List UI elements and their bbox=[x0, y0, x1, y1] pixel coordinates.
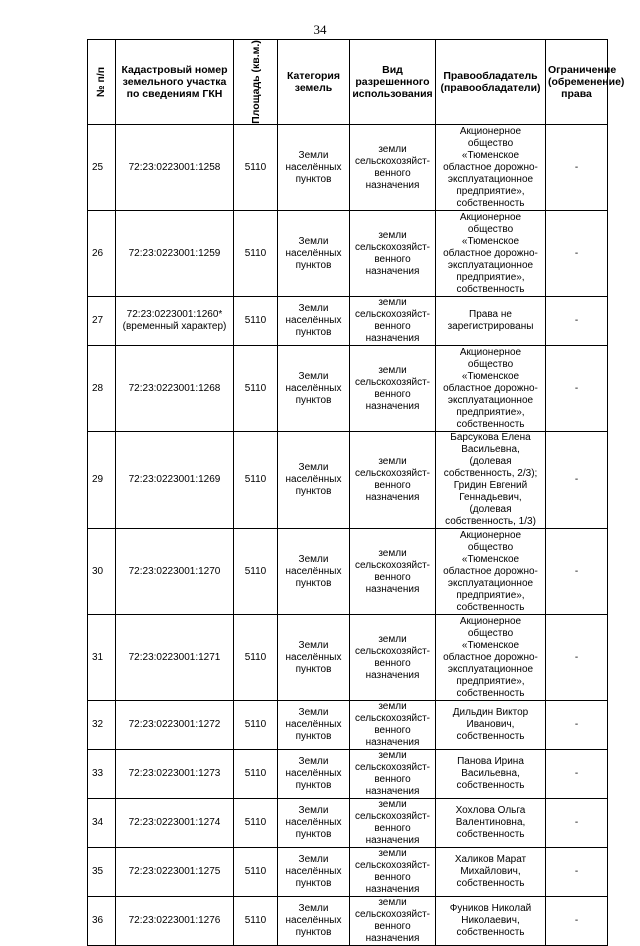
cell-category: Земли населённых пунктов bbox=[278, 848, 350, 897]
cell-use: земли сельскохозяйст-венного назначения bbox=[350, 346, 436, 432]
header-area bbox=[234, 40, 278, 125]
cell-area: 5110 bbox=[234, 750, 278, 799]
header-holder: Правообладатель (правообладатели) bbox=[436, 40, 546, 125]
cell-category: Земли населённых пунктов bbox=[278, 125, 350, 211]
cell-holder: Акционерное общество «Тюменское областное дорожно-эксплуатационное предприятие», собственность bbox=[436, 529, 546, 615]
header-row bbox=[88, 40, 608, 125]
table-row bbox=[88, 432, 608, 529]
page-number: 34 bbox=[313, 22, 327, 37]
table-row bbox=[88, 615, 608, 701]
cell-use: земли сельскохозяйст-венного назначения bbox=[350, 432, 436, 529]
table-row bbox=[88, 529, 608, 615]
cell-num: 26 bbox=[88, 211, 116, 297]
cell-cadastral: 72:23:0223001:1258 bbox=[116, 125, 234, 211]
cell-use: земли сельскохозяйст-венного назначения bbox=[350, 615, 436, 701]
cell-category: Земли населённых пунктов bbox=[278, 211, 350, 297]
cell-category: Земли населённых пунктов bbox=[278, 432, 350, 529]
table-row bbox=[88, 211, 608, 297]
cell-area: 5110 bbox=[234, 125, 278, 211]
cell-num: 32 bbox=[88, 701, 116, 750]
cell-restriction: - bbox=[546, 125, 608, 211]
cell-num: 36 bbox=[88, 897, 116, 946]
cell-restriction: - bbox=[546, 346, 608, 432]
cell-use: земли сельскохозяйст-венного назначения bbox=[350, 529, 436, 615]
header-restriction: Ограничение (обременение) права bbox=[546, 40, 608, 125]
cell-category: Земли населённых пунктов bbox=[278, 297, 350, 346]
cell-restriction: - bbox=[546, 211, 608, 297]
cell-num: 35 bbox=[88, 848, 116, 897]
cell-category: Земли населённых пунктов bbox=[278, 750, 350, 799]
cell-cadastral: 72:23:0223001:1268 bbox=[116, 346, 234, 432]
cell-cadastral: 72:23:0223001:1270 bbox=[116, 529, 234, 615]
cell-area: 5110 bbox=[234, 615, 278, 701]
cell-area: 5110 bbox=[234, 897, 278, 946]
cell-restriction: - bbox=[546, 848, 608, 897]
cell-cadastral: 72:23:0223001:1274 bbox=[116, 799, 234, 848]
cell-use: земли сельскохозяйст-венного назначения bbox=[350, 848, 436, 897]
header-num bbox=[88, 40, 116, 125]
cell-area: 5110 bbox=[234, 701, 278, 750]
cell-cadastral: 72:23:0223001:1272 bbox=[116, 701, 234, 750]
header-use: Вид разрешенного использования bbox=[350, 40, 436, 125]
cell-restriction: - bbox=[546, 432, 608, 529]
cell-cadastral: 72:23:0223001:1259 bbox=[116, 211, 234, 297]
cell-use: земли сельскохозяйст-венного назначения bbox=[350, 799, 436, 848]
table-row bbox=[88, 750, 608, 799]
cell-area: 5110 bbox=[234, 297, 278, 346]
cell-holder: Акционерное общество «Тюменское областное дорожно-эксплуатационное предприятие», собственность bbox=[436, 211, 546, 297]
cell-cadastral: 72:23:0223001:1275 bbox=[116, 848, 234, 897]
table-row bbox=[88, 897, 608, 946]
cell-num: 25 bbox=[88, 125, 116, 211]
header-num-label: № п/п bbox=[95, 66, 108, 98]
cell-area: 5110 bbox=[234, 529, 278, 615]
cell-holder: Дильдин Виктор Иванович, собственность bbox=[436, 701, 546, 750]
header-area-label: Площадь (кв.м.) bbox=[249, 40, 262, 124]
cell-holder: Барсукова Елена Васильевна, (долевая собственность, 2/3); Гридин Евгений Геннадьевич, (долевая собственность, 1/3) bbox=[436, 432, 546, 529]
table-row bbox=[88, 848, 608, 897]
table-body bbox=[88, 125, 608, 946]
cell-use: земли сельскохозяйст-венного назначения bbox=[350, 211, 436, 297]
cell-cadastral: 72:23:0223001:1276 bbox=[116, 897, 234, 946]
cell-holder: Акционерное общество «Тюменское областное дорожно-эксплуатационное предприятие», собственность bbox=[436, 346, 546, 432]
cell-use: земли сельскохозяйст-венного назначения bbox=[350, 125, 436, 211]
cell-use: земли сельскохозяйст-венного назначения bbox=[350, 750, 436, 799]
cell-restriction: - bbox=[546, 701, 608, 750]
header-category: Категория земель bbox=[278, 40, 350, 125]
cell-holder: Права не зарегистрированы bbox=[436, 297, 546, 346]
table-row bbox=[88, 799, 608, 848]
cell-num: 31 bbox=[88, 615, 116, 701]
cell-restriction: - bbox=[546, 615, 608, 701]
cell-holder: Панова Ирина Васильевна, собственность bbox=[436, 750, 546, 799]
cell-num: 34 bbox=[88, 799, 116, 848]
cell-num: 29 bbox=[88, 432, 116, 529]
cell-cadastral: 72:23:0223001:1271 bbox=[116, 615, 234, 701]
cell-restriction: - bbox=[546, 750, 608, 799]
cell-area: 5110 bbox=[234, 848, 278, 897]
cell-restriction: - bbox=[546, 799, 608, 848]
cell-category: Земли населённых пунктов bbox=[278, 529, 350, 615]
cell-use: земли сельскохозяйст-венного назначения bbox=[350, 297, 436, 346]
cell-cadastral: 72:23:0223001:1269 bbox=[116, 432, 234, 529]
table-row bbox=[88, 346, 608, 432]
cell-cadastral: 72:23:0223001:1260* (временный характер) bbox=[116, 297, 234, 346]
cell-use: земли сельскохозяйст-венного назначения bbox=[350, 701, 436, 750]
cell-restriction: - bbox=[546, 297, 608, 346]
land-register-table bbox=[87, 39, 625, 946]
table-row bbox=[88, 701, 608, 750]
cell-num: 33 bbox=[88, 750, 116, 799]
table-row bbox=[88, 297, 608, 346]
cell-holder: Хохлова Ольга Валентиновна, собственность bbox=[436, 799, 546, 848]
cell-num: 27 bbox=[88, 297, 116, 346]
cell-category: Земли населённых пунктов bbox=[278, 701, 350, 750]
cell-num: 30 bbox=[88, 529, 116, 615]
header-cadastral: Кадастровый номер земельного участка по сведениям ГКН bbox=[116, 40, 234, 125]
cell-holder: Халиков Марат Михайлович, собственность bbox=[436, 848, 546, 897]
cell-holder: Акционерное общество «Тюменское областное дорожно-эксплуатационное предприятие», собственность bbox=[436, 615, 546, 701]
cell-category: Земли населённых пунктов bbox=[278, 897, 350, 946]
cell-holder: Фуников Николай Николаевич, собственность bbox=[436, 897, 546, 946]
cell-area: 5110 bbox=[234, 799, 278, 848]
cell-area: 5110 bbox=[234, 346, 278, 432]
cell-category: Земли населённых пунктов bbox=[278, 799, 350, 848]
cell-category: Земли населённых пунктов bbox=[278, 615, 350, 701]
cell-restriction: - bbox=[546, 897, 608, 946]
cell-cadastral: 72:23:0223001:1273 bbox=[116, 750, 234, 799]
cell-area: 5110 bbox=[234, 211, 278, 297]
cell-num: 28 bbox=[88, 346, 116, 432]
cell-restriction: - bbox=[546, 529, 608, 615]
cell-use: земли сельскохозяйст-венного назначения bbox=[350, 897, 436, 946]
cell-category: Земли населённых пунктов bbox=[278, 346, 350, 432]
cell-area: 5110 bbox=[234, 432, 278, 529]
cell-holder: Акционерное общество «Тюменское областное дорожно-эксплуатационное предприятие», собственность bbox=[436, 125, 546, 211]
table-row bbox=[88, 125, 608, 211]
